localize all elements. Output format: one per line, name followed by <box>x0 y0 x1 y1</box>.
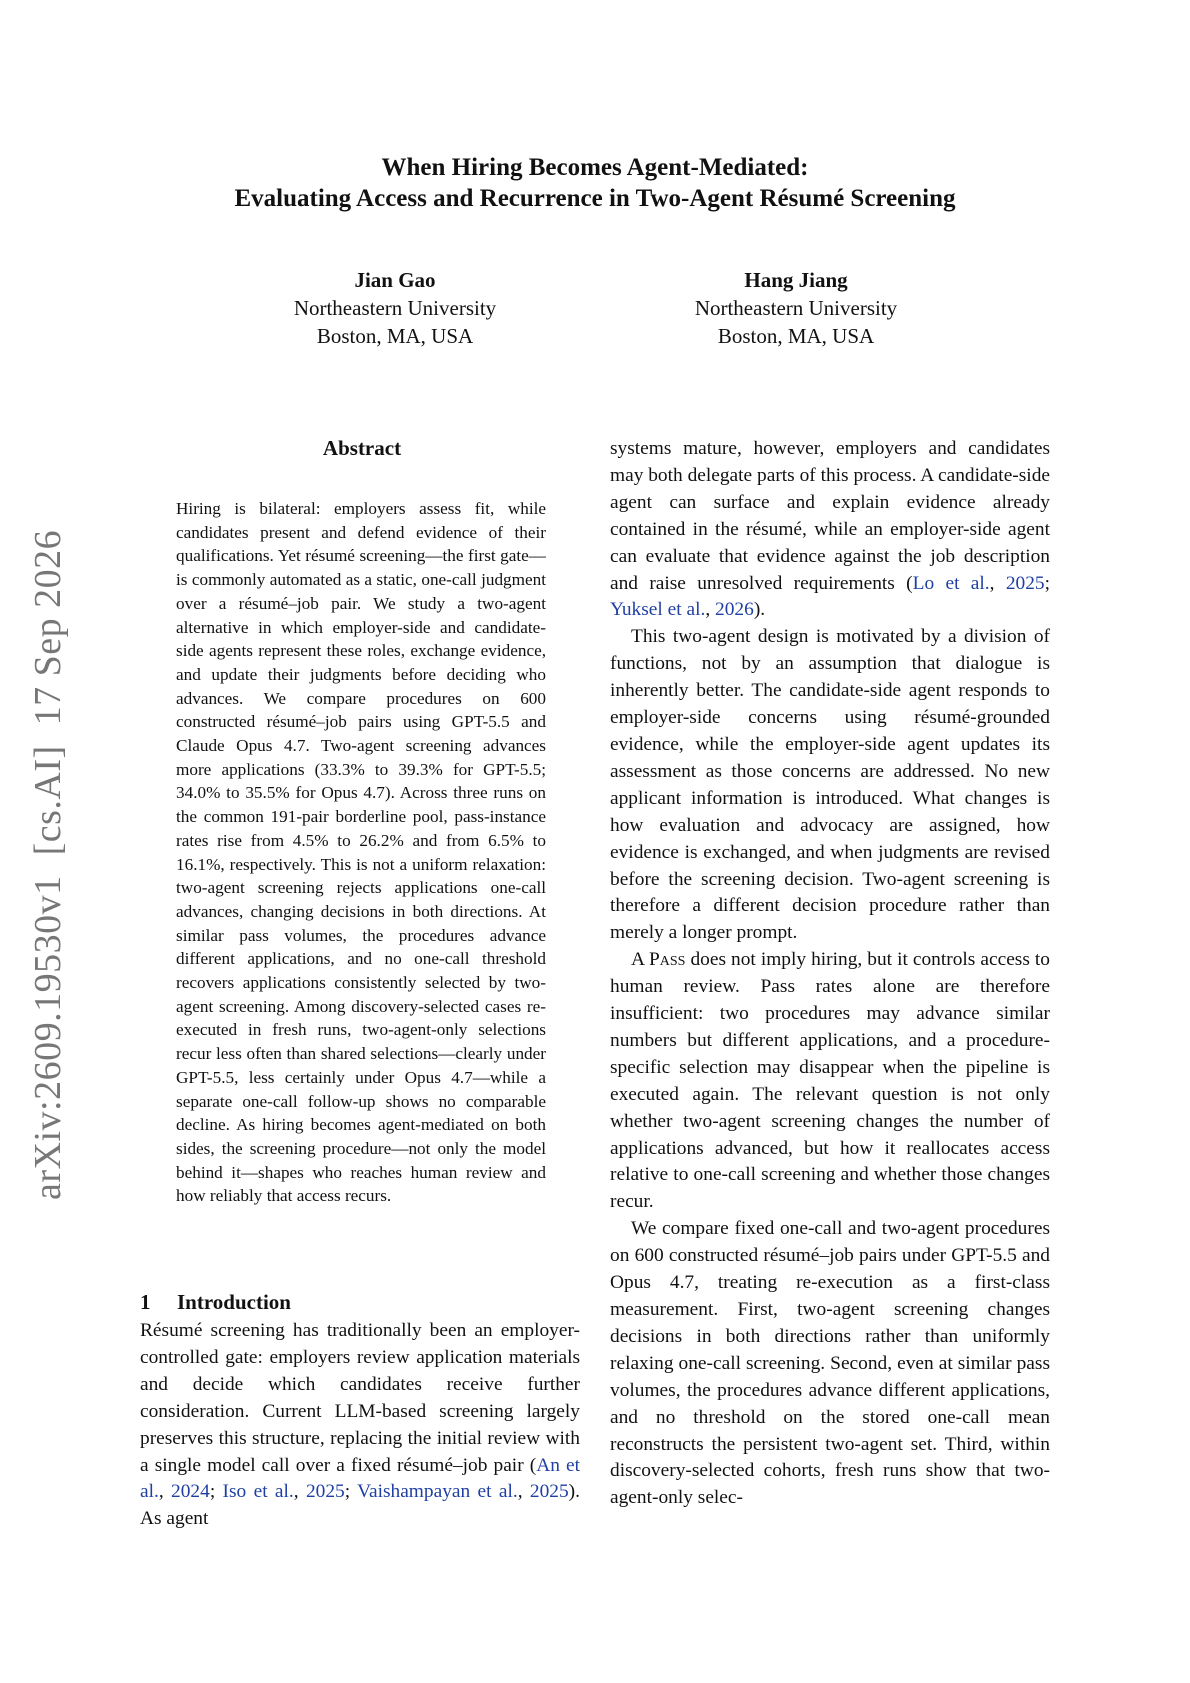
paragraph: This two-agent design is motivated by a division of functions, not by an assumption that dialogue is inherently better. The candidate-side agent responds to employer-side concerns using résumé-grounded evidence, while the employer-side agent updates its assessment as those concerns are addressed. No new applicant information is introduced. What changes is how evaluation and advocacy are assigned, how evidence is exchanged, and when judgments are revised before the screening decision. Two-agent screening is therefore a different decision procedure rather than merely a longer prompt. <box>610 626 1050 944</box>
citation-link[interactable]: Vaishampayan et al. <box>357 1481 518 1503</box>
author-name: Jian Gao <box>354 268 436 292</box>
text-run: does not imply hiring, but it controls access to human review. Pass rates alone are therefore insufficient: two procedures may advance similar numbers but different applications, and a procedure-specific selection may disappear when the pipeline is executed again. The relevant question is not only whether two-agent screening changes the number of applications advanced, but how it reallocates access relative to one-call screening and whether those changes recur. <box>610 949 1050 1213</box>
pass-term: Pass <box>648 949 686 971</box>
paragraph <box>140 1318 580 1533</box>
section-heading <box>140 1290 291 1315</box>
citation-link[interactable]: Iso et al. <box>222 1481 294 1503</box>
intro-left-column <box>140 1318 580 1533</box>
paragraph <box>610 436 1050 624</box>
author-block <box>596 266 996 350</box>
text-run: Résumé screening has traditionally been an employer-controlled gate: employers review application materials and decide which candidates receive further consideration. Current LLM-based screening largely preserves this structure, replacing the initial review with a single model call over a fixed résumé–job pair ( <box>140 1320 580 1476</box>
section-title: Introduction <box>177 1290 291 1314</box>
paragraph <box>610 947 1050 1216</box>
text-run: , <box>517 1481 530 1503</box>
text-run: ; <box>344 1481 358 1503</box>
text-run: ; <box>1044 572 1050 594</box>
author-block <box>195 266 595 350</box>
author-location: Boston, MA, USA <box>316 324 474 348</box>
citation-year-link[interactable]: 2025 <box>1005 572 1045 594</box>
paper-title <box>0 152 1190 214</box>
intro-right-column <box>610 436 1050 1512</box>
title-line-2: Evaluating Access and Recurrence in Two-Agent Résumé Screening <box>234 185 956 212</box>
text-run: systems mature, however, employers and candidates may both delegate parts of this process. A candidate-side agent can surface and explain evidence already contained in the résumé, while an employer-side agent can evaluate that evidence against the job description and raise unresolved requirements ( <box>610 438 1050 594</box>
abstract-heading: Abstract <box>322 436 402 460</box>
citation-year-link[interactable]: 2026 <box>715 599 754 621</box>
text-run: ). As agent <box>140 1481 580 1530</box>
text-run: , <box>989 572 1006 594</box>
author-affiliation: Northeastern University <box>694 296 898 320</box>
text-run: , <box>158 1481 172 1503</box>
text-run: A <box>631 949 649 971</box>
abstract-text: Hiring is bilateral: employers assess fit, while candidates present and defend evidence of their qualifications. Yet résumé screening—the first gate—is commonly automated as a static, one-call judgment over a résumé–job pair. We study a two-agent alternative in which employer-side and candidate-side agents represent these roles, exchange evidence, and update their judgments before deciding who advances. We compare procedures on 600 constructed résumé–job pairs using GPT-5.5 and Claude Opus 4.7. Two-agent screening advances more applications (33.3% to 39.3% for GPT-5.5; 34.0% to 35.5% for Opus 4.7). Across three runs on the common 191-pair borderline pool, pass-instance rates rise from 4.5% to 26.2% and from 6.5% to 16.1%, respectively. This is not a uniform relaxation: two-agent screening rejects applications one-call advances, changing decisions in both directions. At similar pass volumes, the procedures advance different applications, and no one-call threshold recovers applications consistently selected by two-agent screening. Among discovery-selected cases re-executed in fresh runs, two-agent-only selections recur less often than shared selections—clearly under GPT-5.5, less certainly under Opus 4.7—while a separate one-call follow-up shows no comparable decline. As hiring becomes agent-mediated on both sides, the screening procedure—not only the model behind it—shapes who reaches human review and how reliably that access recurs. <box>176 499 546 1206</box>
citation-link[interactable]: Yuksel et al. <box>610 599 706 621</box>
author-name: Hang Jiang <box>744 268 848 292</box>
citation-year-link[interactable]: 2025 <box>305 1481 345 1503</box>
section-number: 1 <box>140 1290 151 1314</box>
paragraph: We compare fixed one-call and two-agent procedures on 600 constructed résumé–job pairs under GPT-5.5 and Opus 4.7, treating re-execution as a first-class measurement. First, two-agent screening changes decisions in both directions rather than uniformly relaxing one-call screening. Second, even at similar pass volumes, the procedures advance different applications, and no threshold on the stored one-call mean reconstructs the persistent two-agent set. Third, within discovery-selected cohorts, fresh runs show that two-agent-only selec- <box>610 1218 1050 1509</box>
text-run: ; <box>209 1481 223 1503</box>
citation-link[interactable]: Lo et al. <box>912 572 990 594</box>
text-run: , <box>705 599 716 621</box>
title-line-1: When Hiring Becomes Agent-Mediated: <box>381 154 809 181</box>
text-run: ). <box>753 599 766 621</box>
author-location: Boston, MA, USA <box>717 324 875 348</box>
text-run: , <box>293 1481 306 1503</box>
citation-year-link[interactable]: 2024 <box>171 1481 210 1503</box>
author-affiliation: Northeastern University <box>293 296 497 320</box>
citation-link[interactable]: An et al. <box>140 1454 581 1503</box>
arxiv-identifier: arXiv:2609.19530v1 [cs.AI] 17 Sep 2026 <box>27 529 69 1200</box>
citation-year-link[interactable]: 2025 <box>529 1481 569 1503</box>
